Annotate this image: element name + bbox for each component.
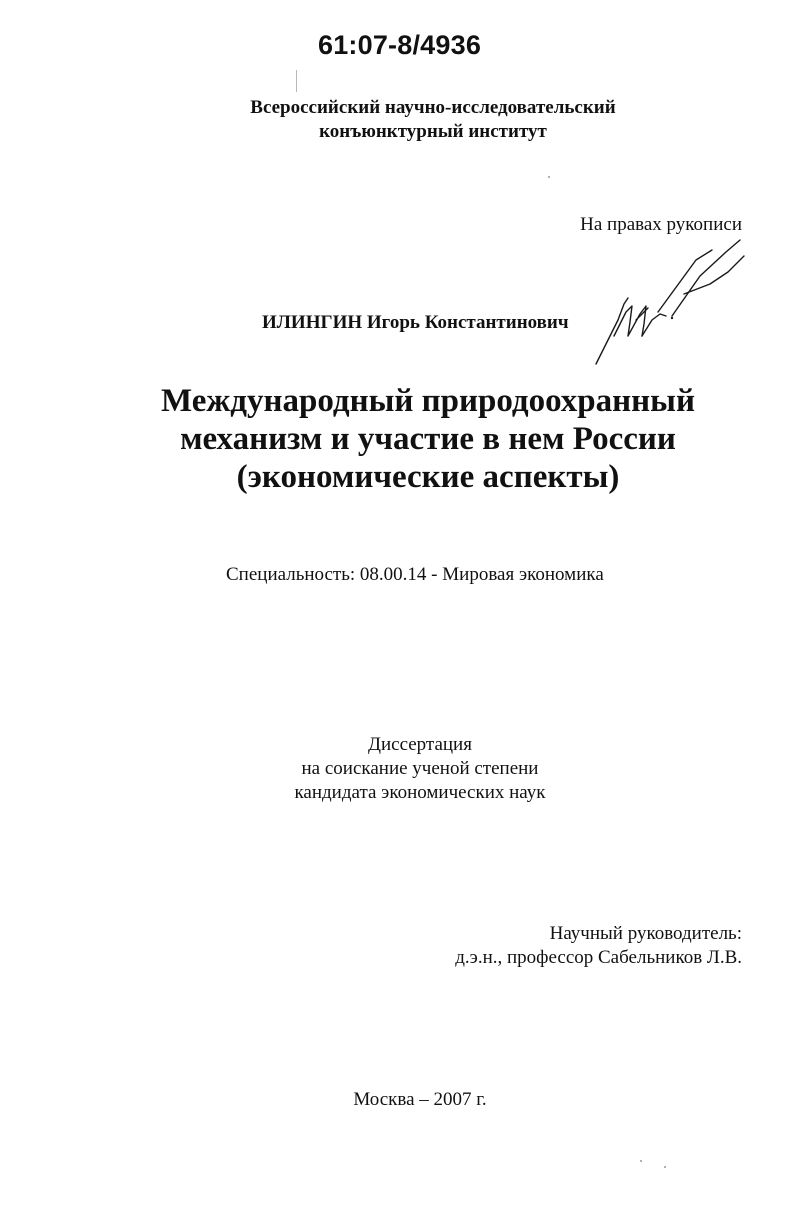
place-and-year: Москва – 2007 г. (353, 1089, 487, 1110)
specialty: Специальность: 08.00.14 - Мировая экономика (226, 564, 604, 585)
scan-speck (548, 176, 550, 178)
manuscript-note: На правах рукописи (580, 214, 742, 235)
institute-line-1: Всероссийский научно-исследовательский (250, 97, 616, 118)
author-name: ИЛИНГИН Игорь Константинович (262, 312, 569, 333)
supervisor-name: д.э.н., профессор Сабельников Л.В. (455, 947, 742, 968)
scan-speck (664, 1166, 666, 1168)
degree-line-2: на соискание ученой степени (301, 758, 539, 779)
degree-line-1: Диссертация (368, 734, 472, 755)
supervisor-block (400, 922, 742, 970)
institute-name (160, 96, 706, 144)
title-line-2: механизм и участие в нем России (180, 421, 676, 457)
dissertation-title (100, 382, 756, 496)
degree-statement (230, 733, 610, 805)
degree-line-3: кандидата экономических наук (294, 782, 546, 803)
catalog-number: 61:07-8/4936 (318, 30, 482, 60)
scan-artifact-line (296, 70, 297, 92)
scan-speck (640, 1160, 642, 1162)
signature-icon (588, 232, 768, 372)
supervisor-label: Научный руководитель: (549, 923, 742, 944)
institute-line-2: конъюнктурный институт (319, 121, 547, 142)
title-line-3: (экономические аспекты) (236, 459, 620, 495)
title-line-1: Международный природоохранный (161, 383, 695, 419)
